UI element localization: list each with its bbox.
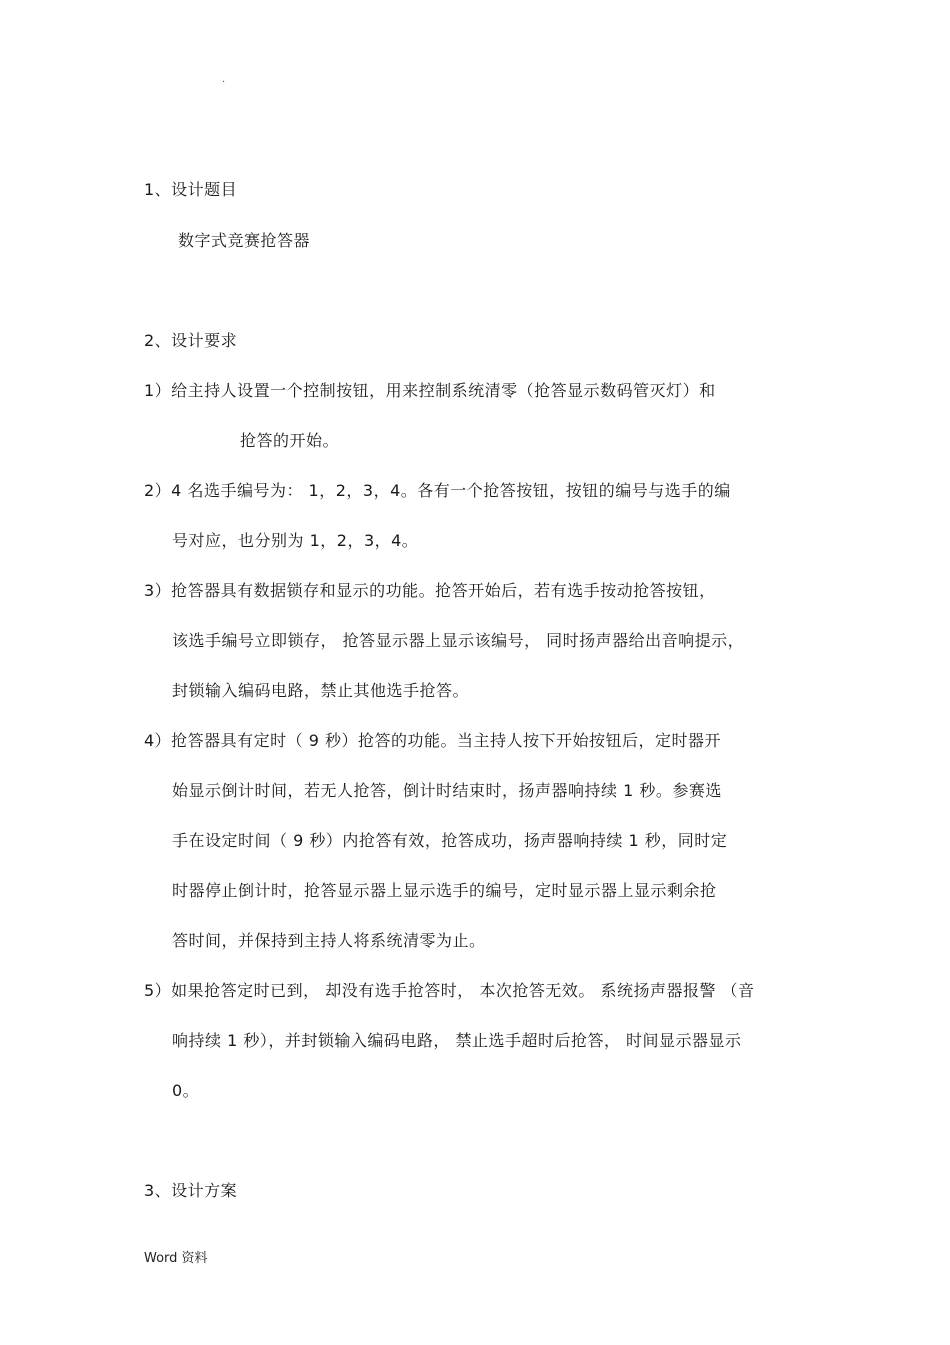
requirement-line: 响持续 1 秒），并封锁输入编码电路， 禁止选手超时后抢答， 时间显示器显示	[172, 1031, 742, 1050]
requirement-line: 5）如果抢答定时已到， 却没有选手抢答时， 本次抢答无效。 系统扬声器报警 （音	[144, 981, 755, 1000]
requirement-line: 始显示倒计时间，若无人抢答，倒计时结束时，扬声器响持续 1 秒。参赛选	[172, 781, 722, 800]
requirement-line: 抢答的开始。	[240, 431, 340, 450]
requirement-line: 3）抢答器具有数据锁存和显示的功能。抢答开始后，若有选手按动抢答按钮，	[144, 581, 716, 600]
requirement-line: 手在设定时间（ 9 秒）内抢答有效，抢答成功，扬声器响持续 1 秒，同时定	[172, 831, 728, 850]
requirement-line: 该选手编号立即锁存， 抢答显示器上显示该编号， 同时扬声器给出音响提示，	[172, 631, 745, 650]
requirement-line: 号对应，也分别为 1，2，3，4。	[172, 531, 419, 550]
requirement-line: 2）4 名选手编号为： 1，2，3，4。各有一个抢答按钮，按钮的编号与选手的编	[144, 481, 731, 500]
section-1-heading: 1、设计题目	[144, 180, 238, 199]
section-3-heading: 3、设计方案	[144, 1181, 238, 1200]
requirement-line: 0。	[172, 1081, 200, 1100]
header-mark: .	[222, 74, 226, 85]
requirement-line: 1）给主持人设置一个控制按钮，用来控制系统清零（抢答显示数码管灭灯）和	[144, 381, 716, 400]
section-2-heading: 2、设计要求	[144, 331, 238, 350]
requirement-line: 时器停止倒计时，抢答显示器上显示选手的编号，定时显示器上显示剩余抢	[172, 881, 717, 900]
requirement-line: 4）抢答器具有定时（ 9 秒）抢答的功能。当主持人按下开始按钮后，定时器开	[144, 731, 722, 750]
section-1-body: 数字式竞赛抢答器	[178, 231, 311, 250]
requirement-line: 封锁输入编码电路，禁止其他选手抢答。	[172, 681, 470, 700]
requirement-line: 答时间，并保持到主持人将系统清零为止。	[172, 931, 486, 950]
footer-label: Word 资料	[144, 1251, 208, 1266]
